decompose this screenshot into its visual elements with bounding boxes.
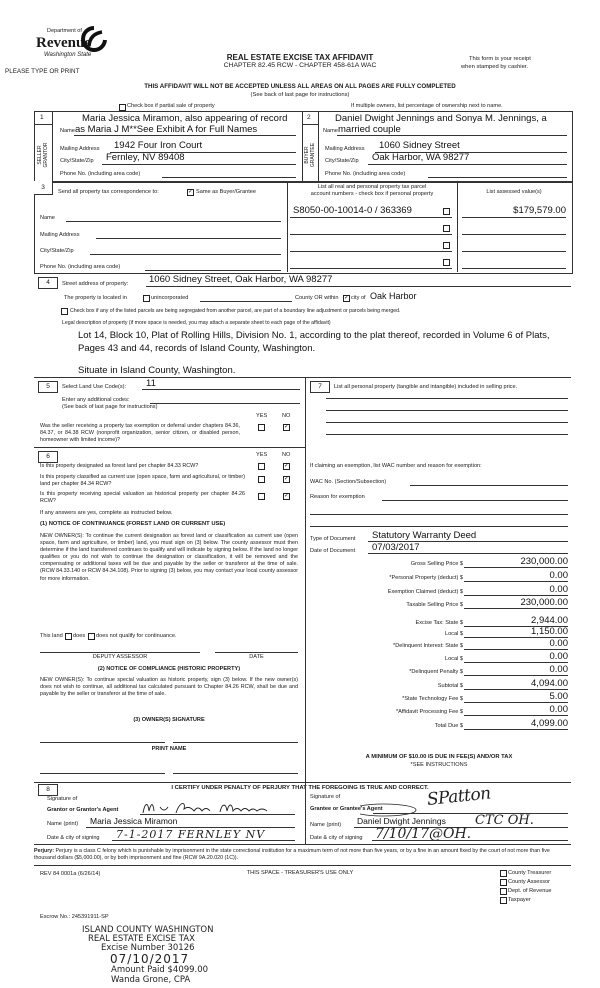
- copy-label: Dept. of Revenue: [508, 888, 552, 894]
- copy-label: Taxpayer: [508, 897, 531, 903]
- deputy-assessor-field[interactable]: [40, 652, 200, 653]
- amount-value[interactable]: 0.00: [549, 651, 568, 662]
- buyer-name-line1[interactable]: Daniel Dwight Jennings and Sonya M. Jennings, a: [335, 113, 547, 124]
- divider: [34, 124, 52, 125]
- located-label: The property is located in: [64, 295, 127, 301]
- divider: [302, 124, 318, 125]
- amount-value[interactable]: 1,150.00: [531, 626, 568, 637]
- copy-checkbox[interactable]: [500, 897, 507, 904]
- additional-codes-label: Enter any additional codes:: [62, 397, 130, 403]
- current-use-question: Is this property classified as current use (open space, farm and agricultural, or timber) land per chapter 84.34 RCW?: [40, 474, 245, 488]
- notice2-title: (2) NOTICE OF COMPLIANCE (HISTORIC PROPERTY): [97, 666, 241, 672]
- not-qualifies-checkbox[interactable]: [88, 633, 95, 640]
- doc-type-label: Type of Document: [310, 536, 356, 542]
- assessed-header: List assessed value(s): [486, 189, 542, 195]
- reason-field-2[interactable]: [310, 514, 568, 515]
- assessed-value[interactable]: $179,579.00: [513, 205, 566, 216]
- amount-line: [464, 675, 568, 676]
- notice1-title: (1) NOTICE OF CONTINUANCE (FOREST LAND OR CURRENT USE): [40, 521, 226, 527]
- historic-question: Is this property receiving special valuation as historical property per chapter 84.26 RCW?: [40, 491, 245, 505]
- seller-side-label: [38, 138, 49, 172]
- property-city[interactable]: Oak Harbor: [370, 291, 417, 301]
- current-use-no-checkbox[interactable]: ✓: [284, 476, 290, 482]
- amount-value[interactable]: 0.00: [549, 584, 568, 595]
- does-not-label: does not qualify for continuance.: [96, 633, 177, 639]
- treasurer-use-label: THIS SPACE - TREASURER'S USE ONLY: [246, 870, 354, 876]
- grantor-date[interactable]: 7-1-2017 FERNLEY NV: [116, 828, 266, 841]
- amount-label: Taxable Selling Price $: [406, 602, 463, 608]
- stamp-line-4: 07/10/2017: [110, 952, 190, 966]
- personal-property-field[interactable]: [326, 410, 568, 411]
- grantor-date-line: [112, 840, 295, 841]
- copy-label: County Assessor: [508, 879, 550, 885]
- grantee-date-label: Date & city of signing: [310, 835, 363, 841]
- buyer-mailing-label: Mailing Address: [325, 146, 365, 152]
- personal-property-checkbox[interactable]: [443, 225, 450, 232]
- certification-number: 8: [38, 784, 58, 796]
- stamp-line-1: ISLAND COUNTY WASHINGTON: [82, 925, 214, 935]
- divider: [305, 782, 306, 844]
- date-label: DATE: [249, 654, 264, 660]
- unincorporated-checkbox[interactable]: [143, 295, 150, 302]
- perjury-text: Perjury is a class C felony which is punishable by imprisonment in the state correctional institution for a maximum term of not more than five years, or by a fine in an amount fixed by the court of not more than five thousand dollars ($5,000.00), or by both imprisonment and fine (RCW 9A.20.020 (1C)).: [34, 848, 550, 861]
- grantee-name-label: Name (print): [310, 822, 342, 828]
- amount-label: Local $: [444, 656, 463, 662]
- additional-codes-field[interactable]: [150, 403, 300, 404]
- historic-yes-checkbox[interactable]: [258, 493, 265, 500]
- personal-property-label: List all personal property (tangible and intangible) included in selling price.: [334, 384, 518, 390]
- exemption-question: Was the seller receiving a property tax exemption or deferral under chapters 84.36, 84.37, or 84.38 RCW (nonprofit organization, senior citizen, or disabled person, homeowner with limited income)?: [40, 423, 240, 444]
- seller-phone-field[interactable]: [162, 177, 296, 178]
- amount-label: *Personal Property (deduct) $: [389, 575, 463, 581]
- county-label: County OR within: [295, 295, 339, 301]
- seller-city[interactable]: Fernley, NV 89408: [106, 152, 185, 163]
- personal-property-field[interactable]: [326, 398, 568, 399]
- section6-number: 6: [38, 451, 58, 463]
- grantee-sig-label-2: Grantee or Grantee's Agent: [310, 806, 383, 812]
- street-label: Street address of property:: [62, 281, 129, 287]
- amount-label: Total Due $: [434, 723, 463, 729]
- if-yes-note: If any answers are yes, complete as instructed below.: [40, 510, 173, 516]
- grantor-name-label: Name (print): [47, 821, 79, 827]
- personal-property-field[interactable]: [326, 434, 568, 435]
- corr-mailing-field[interactable]: [96, 238, 281, 239]
- amount-label: Subtotal $: [437, 683, 463, 689]
- amount-value[interactable]: 0.00: [549, 638, 568, 649]
- perjury-label: Perjury:: [34, 848, 55, 854]
- forest-no-checkbox[interactable]: ✓: [284, 463, 290, 469]
- current-use-yes-checkbox[interactable]: [258, 476, 265, 483]
- buyer-name-line: [337, 135, 567, 136]
- divider: [34, 844, 571, 845]
- land-use-code[interactable]: 11: [146, 378, 156, 389]
- print-name-field-2[interactable]: [173, 773, 298, 774]
- exemption-no-checkbox[interactable]: ✓: [284, 424, 290, 430]
- amount-line: [464, 581, 568, 582]
- grantee-date-line: [372, 840, 568, 841]
- partial-sale-checkbox[interactable]: [119, 104, 126, 111]
- seller-mailing-label: Mailing Address: [60, 146, 100, 152]
- notice2-text: NEW OWNER(S): To continue special valuation as historic property, sign (3) below. If the new owner(s) does not wish to continue, all additional tax calculated pursuant to Chapter 84.26 RCW, shall be due and payable by the seller or transferor at the time of sale.: [40, 677, 298, 698]
- stamp-line-6: Wanda Grone, CPA: [111, 975, 191, 985]
- amount-value[interactable]: 4,099.00: [531, 718, 568, 729]
- assessed-field[interactable]: [462, 268, 566, 269]
- parcel-line: [290, 217, 452, 218]
- form-title: REAL ESTATE EXCISE TAX AFFIDAVIT: [226, 53, 374, 62]
- parcel-header-2: account numbers - check box if personal property: [310, 191, 434, 197]
- divider: [302, 111, 303, 181]
- reason-field-3[interactable]: [310, 526, 568, 527]
- partial-sale-label: Check box if partial sale of property: [127, 103, 215, 109]
- deputy-assessor-label: DEPUTY ASSESSOR: [92, 654, 148, 660]
- corr-name-label: Name: [40, 215, 55, 221]
- corr-name-field[interactable]: [66, 221, 281, 222]
- grantor-name[interactable]: Maria Jessica Miramon: [90, 816, 178, 826]
- amount-line: [464, 715, 568, 716]
- divider: [34, 782, 571, 783]
- amount-line: [464, 608, 568, 609]
- exemption-yes-checkbox[interactable]: [258, 424, 265, 431]
- wac-field[interactable]: [410, 485, 568, 486]
- seller-city-label: City/State/Zip: [60, 158, 94, 164]
- owner-signature-title: (3) OWNER(S) SIGNATURE: [133, 717, 205, 723]
- seller-label: SELLER: [37, 145, 43, 165]
- owner-signature-field-2[interactable]: [173, 742, 298, 743]
- buyer-city-label: City/State/Zip: [325, 158, 359, 164]
- assessor-date-field[interactable]: [215, 652, 298, 653]
- seller-city-line: [102, 164, 296, 165]
- grantor-sig-label-1: Signature of: [47, 796, 78, 802]
- legal-line-3[interactable]: Situate in Island County, Washington.: [78, 365, 236, 376]
- buyer-name-label: Name: [323, 128, 338, 134]
- stamp-line-3: Excise Number 30126: [101, 943, 195, 953]
- amount-label: Exemption Claimed (deduct) $: [387, 589, 463, 595]
- amount-label: Excise Tax: State $: [415, 620, 463, 626]
- buyer-label: BUYER: [304, 146, 310, 164]
- doc-type[interactable]: Statutory Warranty Deed: [372, 530, 477, 541]
- perjury-notice: [34, 848, 571, 862]
- parcel-number[interactable]: S8050-00-10014-0 / 363369: [293, 205, 412, 216]
- logo-sub: Washington State: [44, 52, 92, 58]
- receipt-note-2: when stamped by cashier.: [461, 64, 529, 70]
- doc-date[interactable]: 07/03/2017: [372, 542, 420, 553]
- seller-name-line1[interactable]: Maria Jessica Miramon, also appearing of record: [82, 113, 288, 124]
- warning-text: THIS AFFIDAVIT WILL NOT BE ACCEPTED UNLESS ALL AREAS ON ALL PAGES ARE FULLY COMPLETED: [144, 83, 456, 90]
- amount-line: [464, 662, 568, 663]
- seller-section-number: 1: [40, 114, 44, 121]
- corr-phone-label: Phone No. (including area code): [40, 264, 121, 270]
- multiple-owners-note: If multiple owners, list percentage of ownership next to name.: [351, 103, 503, 109]
- notice1-text: NEW OWNER(S): To continue the current designation as forest land or classification as current use (open space, farm and agriculture, or timber) land, you must sign on (3) below. The county assessor must then determine if the land transferred continues to qualify and will indicate by signing below. If the land no longer qualifies or you do not wish to continue the designation or classification, it will be removed and the compensating or additional taxes will be due and payable by the seller or transferor at the time of sale. (RCW 84.33.140 or RCW 84.34.108). Prior to signing (3) below, you may contact your local county assessor for more information.: [40, 533, 298, 582]
- legal-label: Legal description of property (if more space is needed, you may attach a separate sheet to each page of the affidavit): [62, 320, 331, 326]
- divider: [34, 865, 571, 866]
- personal-property-checkbox[interactable]: [443, 242, 450, 249]
- certification-statement: I CERTIFY UNDER PENALTY OF PERJURY THAT THE FOREGOING IS TRUE AND CORRECT.: [171, 785, 429, 791]
- seller-mailing[interactable]: 1942 Four Iron Court: [114, 140, 203, 151]
- buyer-name-line2[interactable]: married couple: [338, 124, 401, 135]
- does-label: does: [73, 633, 86, 639]
- parcel-field[interactable]: [290, 268, 452, 269]
- owner-signature-field-1[interactable]: [40, 742, 165, 743]
- grantee-sig-label-1: Signature of: [310, 794, 341, 800]
- personal-property-checkbox[interactable]: [443, 208, 450, 215]
- seller-name-line2[interactable]: as Maria J M**See Exhibit A for Full Names: [75, 124, 258, 135]
- land-use-label: Select Land Use Code(s):: [62, 384, 127, 390]
- grantor-signature[interactable]: [140, 799, 290, 815]
- divider: [318, 111, 319, 181]
- land-use-line: [142, 389, 300, 390]
- buyer-mailing[interactable]: 1060 Sidney Street: [379, 140, 460, 151]
- parcel-field[interactable]: [290, 251, 452, 252]
- legal-line-1[interactable]: Lot 14, Block 10, Plat of Rolling Hills, Division No. 1, according to the plat thereof, recorded in Volume 6 of Plats,: [78, 330, 550, 341]
- wac-label: WAC No. (Section/Subsection): [310, 479, 387, 485]
- same-as-buyer-checkbox[interactable]: ✓: [188, 189, 194, 195]
- personal-property-checkbox[interactable]: [443, 259, 450, 266]
- corr-mailing-label: Mailing Address: [40, 232, 80, 238]
- amount-line: [464, 689, 568, 690]
- stamp-line-5: Amount Paid $4099.00: [111, 965, 209, 975]
- corr-city-field[interactable]: [90, 254, 281, 255]
- amount-value[interactable]: 4,094.00: [531, 678, 568, 689]
- seller-name-label: Name: [60, 128, 75, 134]
- county-field[interactable]: [200, 301, 292, 302]
- city-of-label: city of: [351, 295, 366, 301]
- parcel-field[interactable]: [290, 234, 452, 235]
- grantee-name[interactable]: Daniel Dwight Jennings: [357, 816, 446, 826]
- reason-label: Reason for exemption: [310, 494, 365, 500]
- form-chapter: CHAPTER 82.45 RCW - CHAPTER 458-61A WAC: [223, 62, 377, 69]
- correspondence-section-number: 3: [34, 181, 53, 195]
- copy-checkbox[interactable]: [500, 888, 507, 895]
- amount-value[interactable]: 0.00: [549, 570, 568, 581]
- amount-value[interactable]: 0.00: [549, 664, 568, 675]
- print-name-label: PRINT NAME: [151, 746, 187, 752]
- buyer-city-line: [368, 164, 567, 165]
- amount-label: *Affidavit Processing Fee $: [395, 709, 463, 715]
- dor-logo-mark-icon: [80, 26, 108, 52]
- section7-number: 7: [310, 381, 330, 393]
- assessed-line: [462, 217, 566, 218]
- grantor-signature-line: [140, 814, 295, 815]
- amount-line: [464, 702, 568, 703]
- amount-value[interactable]: 2,944.00: [531, 615, 568, 626]
- seller-name-line: [74, 135, 296, 136]
- amount-label: *State Technology Fee $: [402, 696, 463, 702]
- street-line: [146, 286, 571, 287]
- this-land-label: This land: [40, 633, 63, 639]
- copy-label: County Treasurer: [508, 870, 552, 876]
- grantee-name-note[interactable]: CTC OH.: [475, 813, 534, 828]
- amount-line: [464, 567, 568, 568]
- amount-value[interactable]: 230,000.00: [520, 597, 568, 608]
- additional-codes-note: (See back of last page for instructions): [62, 404, 158, 410]
- personal-property-field[interactable]: [326, 422, 568, 423]
- amount-label: Gross Selling Price $: [410, 561, 463, 567]
- unincorporated-label: unincorporated: [151, 295, 189, 301]
- divider: [52, 111, 53, 181]
- amount-value[interactable]: 0.00: [549, 704, 568, 715]
- corr-city-label: City/State/Zip: [40, 248, 74, 254]
- amount-value[interactable]: 5.00: [549, 691, 568, 702]
- city-checkbox[interactable]: ✓: [344, 295, 350, 301]
- no-header: NO: [282, 452, 291, 458]
- escrow-number: Escrow No.: 245391911-SP: [40, 914, 109, 920]
- historic-no-checkbox[interactable]: ✓: [284, 493, 290, 499]
- grantor-date-label: Date & city of signing: [47, 835, 100, 841]
- grantor-label: GRANTOR: [42, 142, 49, 168]
- divider: [34, 377, 571, 378]
- same-as-buyer-label: Same as Buyer/Grantee: [196, 189, 257, 195]
- forest-yes-checkbox[interactable]: [258, 463, 265, 470]
- buyer-side-label: [305, 138, 316, 172]
- buyer-phone-field[interactable]: [428, 177, 567, 178]
- grantor-sig-label-2: Grantor or Grantor's Agent: [47, 807, 119, 813]
- grantee-date[interactable]: 7/10/17@OH.: [375, 826, 472, 842]
- amount-line: [464, 729, 568, 730]
- reason-field[interactable]: [382, 500, 568, 501]
- segregated-checkbox[interactable]: [61, 308, 68, 315]
- corr-phone-field[interactable]: [145, 270, 281, 271]
- please-type: PLEASE TYPE OR PRINT: [5, 68, 80, 75]
- legal-line-2[interactable]: Pages 43 and 44, records of Island County, Washington.: [78, 343, 316, 354]
- yes-header: YES: [256, 452, 268, 458]
- no-header: NO: [282, 413, 291, 419]
- yes-header: YES: [256, 413, 268, 419]
- amount-line: [464, 649, 568, 650]
- correspondence-label: Send all property tax correspondence to:: [58, 189, 159, 195]
- assessed-field[interactable]: [462, 251, 566, 252]
- amount-line: [464, 595, 568, 596]
- copy-checkbox[interactable]: [500, 879, 507, 886]
- logo-main: Revenue: [36, 35, 91, 51]
- forest-question: Is this property designated as forest land per chapter 84.33 RCW?: [40, 463, 199, 469]
- amount-label: *Delinquent Penalty $: [409, 669, 463, 675]
- amount-label: Local $: [444, 631, 463, 637]
- logo-top: Department of: [47, 28, 82, 34]
- see-instructions-note: *SEE INSTRUCTIONS: [410, 762, 468, 768]
- grantee-signature[interactable]: SPatton: [426, 783, 492, 810]
- property-street[interactable]: 1060 Sidney Street, Oak Harbor, WA 98277: [149, 274, 333, 285]
- minimum-note: A MINIMUM OF $10.00 IS DUE IN FEE(S) AND/OR TAX: [365, 754, 513, 760]
- exemption-intro: If claiming an exemption, list WAC number and reason for exemption:: [310, 463, 482, 469]
- grantee-label: GRANTEE: [309, 142, 316, 168]
- qualifies-checkbox[interactable]: [65, 633, 72, 640]
- see-back-text: (See back of last page for instructions): [250, 92, 350, 98]
- doc-date-label: Date of Document: [310, 548, 356, 554]
- parcel-header-1: List all real and personal property tax parcel: [317, 184, 427, 190]
- buyer-city[interactable]: Oak Harbor, WA 98277: [372, 152, 470, 163]
- amount-value[interactable]: 230,000.00: [520, 556, 568, 567]
- assessed-field[interactable]: [462, 234, 566, 235]
- grantee-signature-line: [373, 813, 568, 814]
- doc-date-line: [368, 553, 568, 554]
- stamp-line-2: REAL ESTATE EXCISE TAX: [88, 934, 195, 944]
- segregated-label: Check box if any of the listed parcels are being segregated from another parcel, are part of a boundary line adjustment or parcels being merged.: [70, 308, 401, 314]
- buyer-phone-label: Phone No. (including area code): [325, 171, 406, 177]
- divider: [34, 447, 305, 448]
- buyer-section-number: 2: [307, 114, 311, 121]
- print-name-field-1[interactable]: [40, 773, 165, 774]
- amount-label: *Delinquent Interest: State $: [393, 643, 463, 649]
- seller-phone-label: Phone No. (including area code): [60, 171, 141, 177]
- land-use-section-number: 5: [38, 381, 58, 393]
- form-revision: REV 84 0001a (6/26/14): [40, 871, 101, 877]
- property-section-number: 4: [38, 277, 58, 289]
- receipt-note-1: This form is your receipt: [469, 56, 531, 62]
- copy-checkbox[interactable]: [500, 870, 507, 877]
